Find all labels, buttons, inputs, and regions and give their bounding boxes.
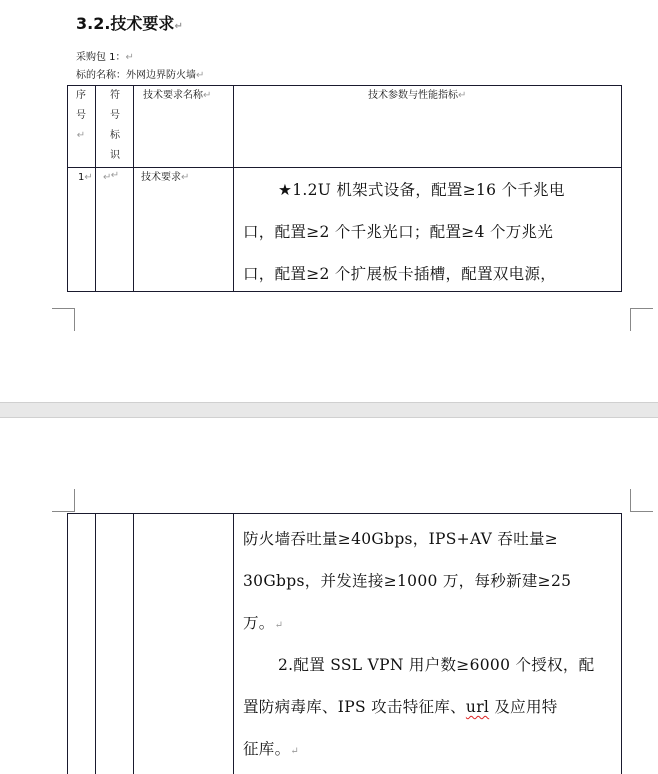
- row1-seq: 1↵: [78, 172, 93, 183]
- margin-corner-mark: [630, 489, 653, 512]
- table-border-bottom: [67, 291, 622, 292]
- margin-corner-mark: [52, 308, 75, 331]
- table-col-line: [133, 513, 134, 774]
- header-symbol: 符 号 标 识↵: [110, 90, 120, 181]
- header-tech-req-name: 技术要求名称↵: [143, 90, 212, 101]
- param-line: 2.配置 SSL VPN 用户数≥6000 个授权，配: [278, 656, 595, 674]
- package-label: 采购包 1：↵: [76, 52, 134, 63]
- spellcheck-flagged-word[interactable]: url: [465, 698, 490, 716]
- table-col-line: [95, 513, 96, 774]
- header-tech-params: 技术参数与性能指标↵: [368, 90, 467, 101]
- param-line: ★1.2U 机架式设备，配置≥16 个千兆电: [278, 181, 565, 199]
- section-heading: 3.2.技术要求↵: [76, 14, 183, 33]
- margin-corner-mark: [52, 489, 75, 512]
- table-col-line: [621, 85, 622, 292]
- param-line: 置防病毒库、IPS 攻击特征库、url 及应用特: [243, 698, 558, 716]
- row1-symbol: ↵: [103, 172, 112, 183]
- margin-corner-mark: [630, 308, 653, 331]
- row1-name: 技术要求↵: [141, 172, 190, 183]
- table-col-line: [621, 513, 622, 774]
- param-line: 30Gbps，并发连接≥1000 万，每秒新建≥25: [243, 572, 572, 590]
- header-seq: 序 号↵: [76, 90, 86, 141]
- param-line: 征库。↵: [243, 740, 300, 758]
- table-col-line: [67, 513, 68, 774]
- document-page-2: [0, 418, 658, 774]
- table-border-top: [67, 513, 622, 514]
- table-col-line: [133, 85, 134, 292]
- subject-label: 标的名称：外网边界防火墙↵: [76, 70, 205, 81]
- param-line: 防火墙吞吐量≥40Gbps，IPS+AV 吞吐量≥: [243, 530, 559, 548]
- table-col-line: [95, 85, 96, 292]
- page-separator: [0, 402, 658, 418]
- param-line: 口，配置≥2 个千兆光口；配置≥4 个万兆光: [243, 223, 554, 241]
- table-col-line: [233, 85, 234, 292]
- table-col-line: [67, 85, 68, 292]
- param-line: 万。↵: [243, 614, 284, 632]
- param-line: 口，配置≥2 个扩展板卡插槽，配置双电源，: [243, 265, 557, 283]
- table-col-line: [233, 513, 234, 774]
